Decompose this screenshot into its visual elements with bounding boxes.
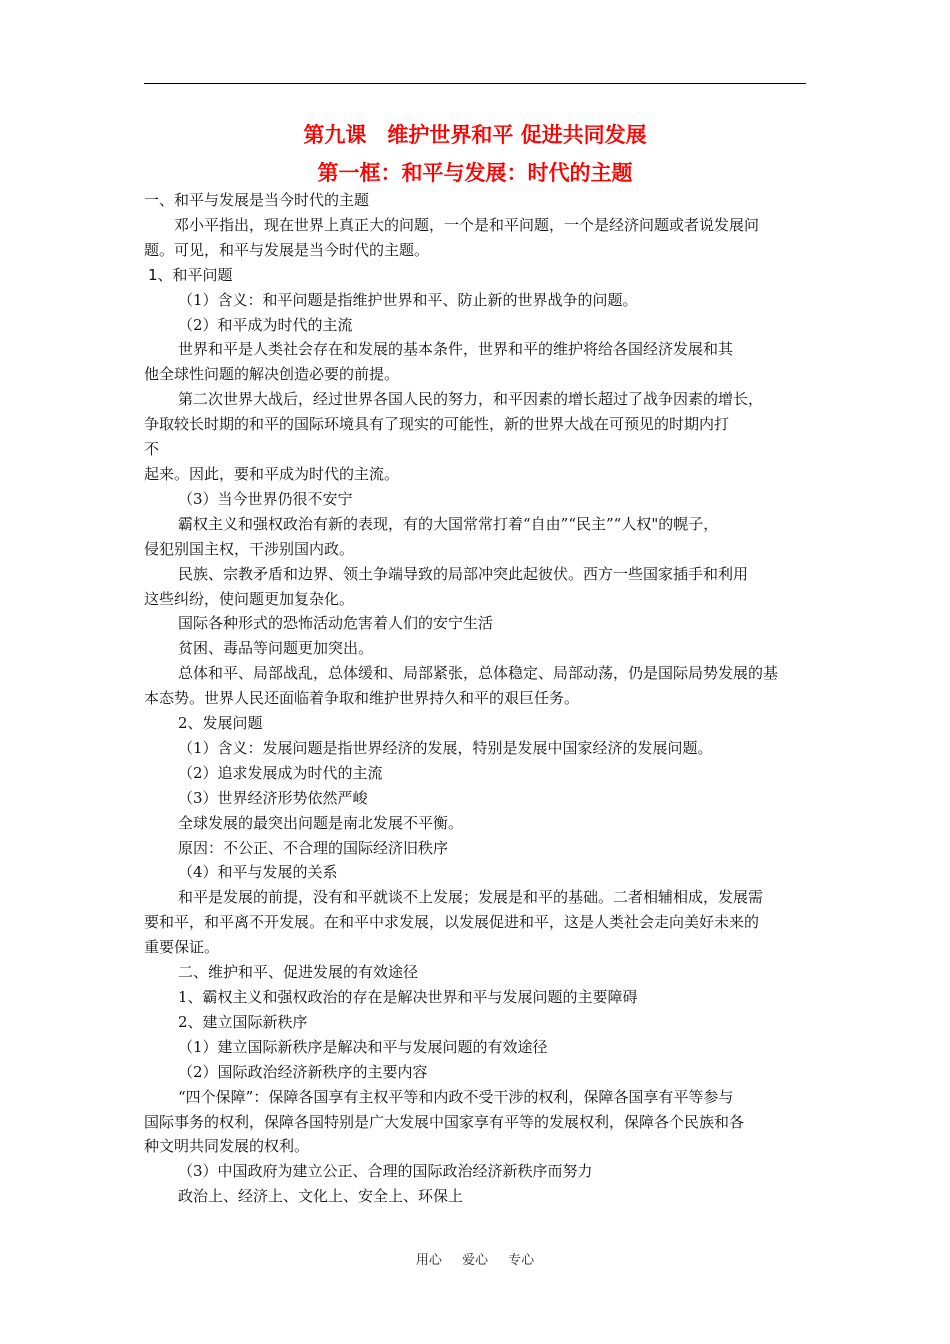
- paragraph-line: 国际各种形式的恐怖活动危害着人们的安宁生活: [178, 614, 494, 633]
- paragraph-line: 邓小平指出，现在世界上真正大的问题，一个是和平问题，一个是经济问题或者说发展问: [174, 215, 760, 234]
- paragraph-line: 民族、宗教矛盾和边界、领土争端导致的局部冲突此起彼伏。西方一些国家插手和利用: [178, 564, 749, 583]
- paragraph-line: “四个保障”：保障各国享有主权平等和内政不受干涉的权利，保障各国享有平等参与: [178, 1087, 734, 1106]
- paragraph-line: 全球发展的最突出问题是南北发展不平衡。: [178, 813, 464, 832]
- paragraph-line: 不: [144, 440, 160, 459]
- paragraph-line: 贫困、毒品等问题更加突出。: [178, 639, 374, 658]
- paragraph-line: 和平是发展的前提，没有和平就谈不上发展；发展是和平的基础。二者相辅相成，发展需: [178, 888, 764, 907]
- subheading: 2、发展问题: [178, 714, 263, 733]
- paragraph-line: （3）世界经济形势依然严峻: [178, 788, 368, 807]
- paragraph-line: （3）当今世界仍很不安宁: [178, 489, 353, 508]
- paragraph-line: 这些纠纷，使问题更加复杂化。: [144, 589, 355, 608]
- lesson-title: 第九课 维护世界和平 促进共同发展: [303, 123, 647, 147]
- paragraph-line: 霸权主义和强权政治有新的表现，有的大国常常打着“自由”“民主”“人权"的幌子，: [178, 514, 719, 533]
- paragraph-line: 侵犯别国主权，干涉别国内政。: [144, 539, 355, 558]
- paragraph-line: 原因：不公正、不合理的国际经济旧秩序: [178, 838, 449, 857]
- paragraph-line: （1）含义：发展问题是指世界经济的发展，特别是发展中国家经济的发展问题。: [178, 738, 713, 757]
- paragraph-line: 题。可见，和平与发展是当今时代的主题。: [144, 240, 430, 259]
- paragraph-line: （2）追求发展成为时代的主流: [178, 763, 383, 782]
- page-footer: 用心 爱心 专心: [415, 1253, 535, 1268]
- paragraph-line: （1）建立国际新秩序是解决和平与发展问题的有效途径: [178, 1037, 548, 1056]
- paragraph-line: 要和平，和平离不开发展。在和平中求发展，以发展促进和平，这是人类社会走向美好未来的: [144, 913, 760, 932]
- paragraph-line: 国际事务的权利，保障各国特别是广大发展中国家享有平等的发展权利，保障各个民族和各: [144, 1112, 745, 1131]
- paragraph-line: （1）含义：和平问题是指维护世界和平、防止新的世界战争的问题。: [178, 290, 638, 309]
- header-rule: [144, 83, 806, 84]
- paragraph-line: （2）国际政治经济新秩序的主要内容: [178, 1062, 428, 1081]
- paragraph-line: 他全球性问题的解决创造必要的前提。: [144, 365, 400, 384]
- paragraph-line: （3）中国政府为建立公正、合理的国际政治经济新秩序而努力: [178, 1162, 593, 1181]
- paragraph-line: 1、霸权主义和强权政治的存在是解决世界和平与发展问题的主要障碍: [178, 988, 638, 1006]
- paragraph-line: 起来。因此，要和平成为时代的主流。: [144, 464, 400, 483]
- paragraph-line: 重要保证。: [144, 938, 220, 957]
- paragraph-line: 2、建立国际新秩序: [178, 1012, 308, 1031]
- paragraph-line: （4）和平与发展的关系: [178, 863, 338, 882]
- heading-2: 二、维护和平、促进发展的有效途径: [178, 963, 419, 982]
- paragraph-line: 本态势。世界人民还面临着争取和维护世界持久和平的艰巨任务。: [144, 689, 580, 708]
- heading-1: 一、和平与发展是当今时代的主题: [144, 191, 370, 209]
- paragraph-line: 种文明共同发展的权利。: [144, 1137, 310, 1156]
- paragraph-line: 第二次世界大战后，经过世界各国人民的努力，和平因素的增长超过了战争因素的增长，: [178, 390, 764, 409]
- paragraph-line: （2）和平成为时代的主流: [178, 315, 353, 334]
- paragraph-line: 争取较长时期的和平的国际环境具有了现实的可能性，新的世界大战在可预见的时期内打: [144, 415, 730, 434]
- paragraph-line: 总体和平、局部战乱，总体缓和、局部紧张，总体稳定、局部动荡，仍是国际局势发展的基: [178, 664, 779, 683]
- paragraph-line: 政治上、经济上、文化上、安全上、环保上: [178, 1187, 464, 1206]
- subheading: 1、和平问题: [148, 265, 233, 284]
- section-subtitle: 第一框：和平与发展：时代的主题: [317, 161, 633, 185]
- paragraph-line: 世界和平是人类社会存在和发展的基本条件，世界和平的维护将给各国经济发展和其: [178, 340, 734, 359]
- document-body: [144, 188, 810, 1209]
